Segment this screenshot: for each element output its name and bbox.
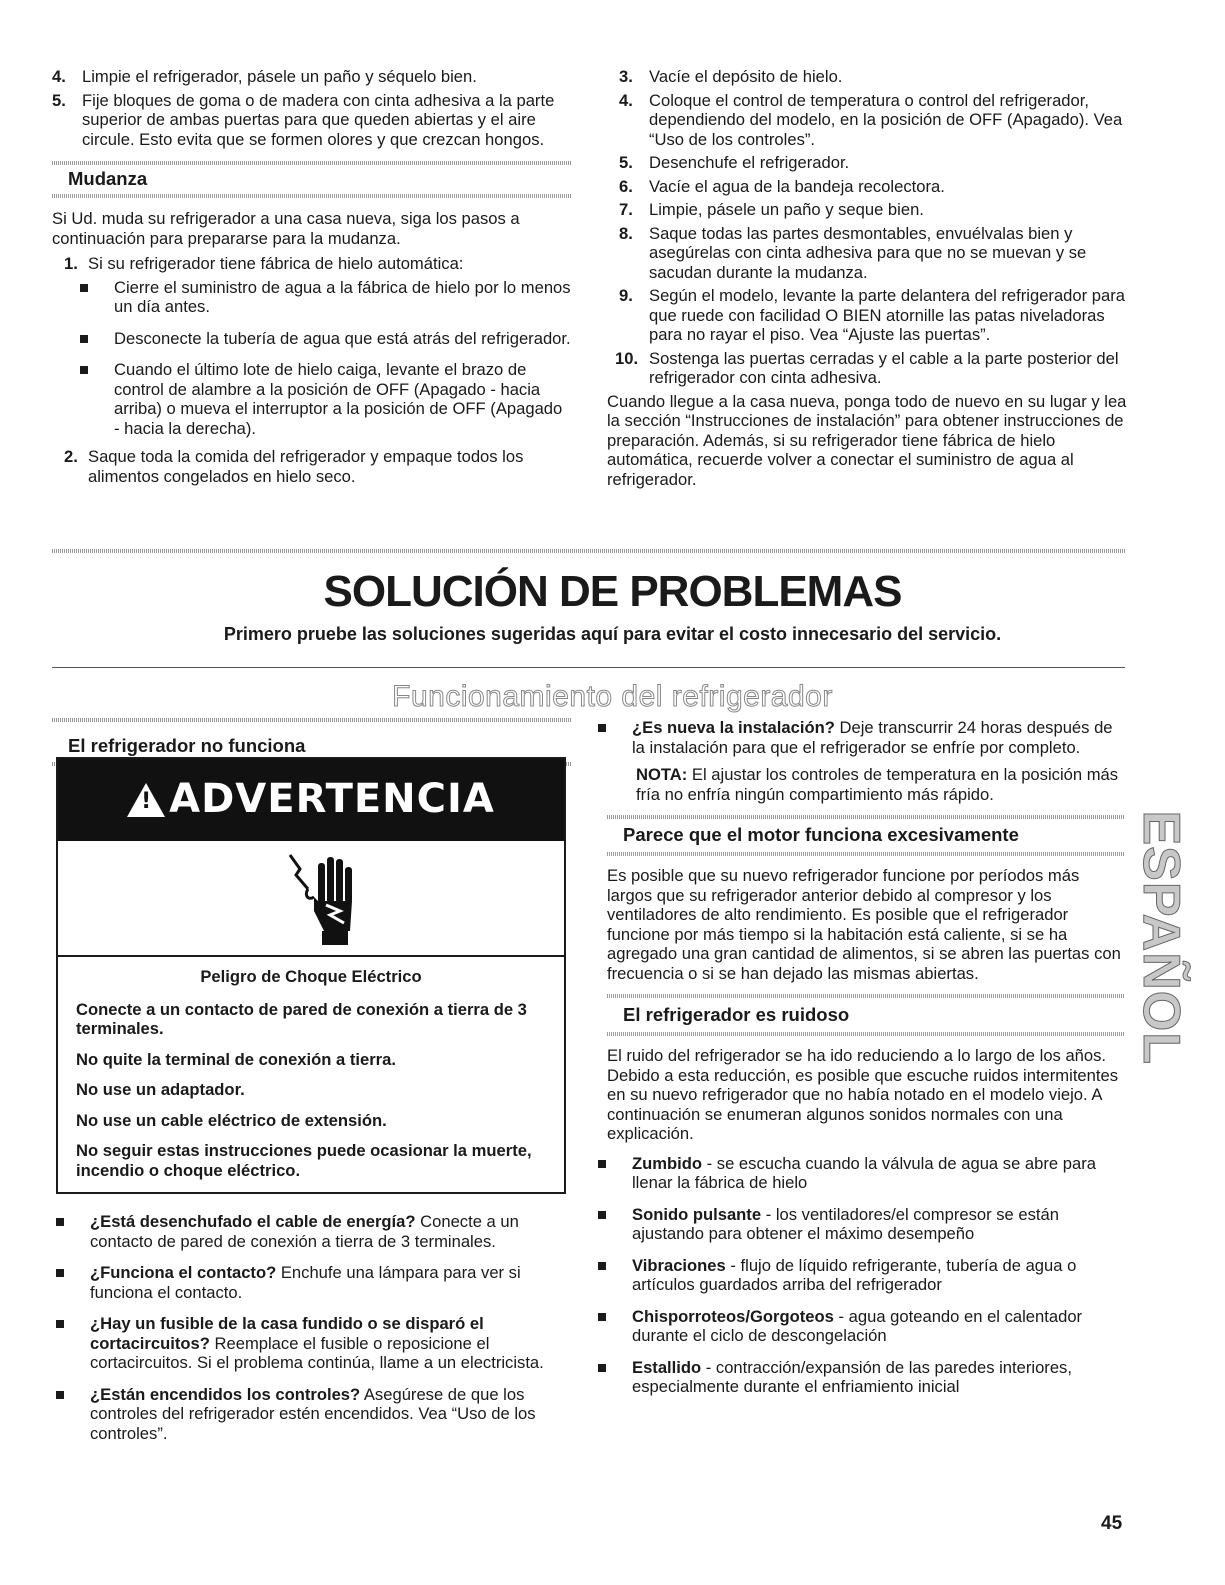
question-text: ¿Está desenchufado el cable de energía? [90,1212,416,1231]
bullet-icon [76,329,114,349]
list-item [619,67,1127,87]
list-item [52,67,572,87]
list-text: Vacíe el depósito de hielo. [649,67,843,86]
question-text: ¿Están encendidos los controles? [90,1384,361,1404]
list-item [594,1154,1124,1193]
warning-header [58,759,564,841]
list-text: Si su refrigerador tiene fábrica de hielo automática: [88,254,464,273]
list-item [76,278,572,317]
note-paragraph [594,765,1124,804]
list-number: 1. [64,254,78,273]
list-item [64,447,572,486]
motor-paragraph: Es posible que su nuevo refrigerador funcione por períodos más largos que su refrigerador anterior debido al compresor y los ventiladores de alto rendimiento. Es posible que el refrigerador funcione por más tiempo si la habitación está caliente, si se ha agregado una gran cantidad de alimentos, si se abren las puertas con frecuencia o si se han dejado las mismas abiertas. [607,866,1121,983]
warning-line: No quite la terminal de conexión a tierra. [76,1049,396,1069]
list-text: Fije bloques de goma o de madera con cinta adhesiva a la parte superior de ambas puertas para que queden abiertas y el aire circule. Esto evita que se formen olores y que crezcan hongos. [82,90,555,149]
list-item [594,1256,1124,1295]
warning-triangle-icon: ! [127,783,165,817]
bullet-icon [594,1256,632,1295]
page-number: 45 [1101,1513,1123,1534]
ruidoso-paragraph: El ruido del refrigerador se ha ido reduciendo a lo largo de los años. Debido a esta reducción, es posible que escuche ruidos intermitentes en su nuevo refrigerador que no había notado en el modelo viejo. A continuación se enumeran algunos sonidos normales con una explicación. [607,1046,1119,1143]
list-item [619,153,1127,173]
sound-description: - contracción/expansión de las paredes interiores, especialmente durante el enfriamiento inicial [632,1357,1072,1396]
motor-heading: Parece que el motor funciona excesivamente [623,824,1019,845]
warning-line: No use un cable eléctrico de extensión. [76,1110,387,1130]
warning-title: ADVERTENCIA [169,776,495,823]
mudanza-heading: Mudanza [68,168,148,189]
list-item [52,91,572,150]
answer-text: Asegúrese de que los controles del refrigerador estén encendidos. Vea “Uso de los controles”. [90,1384,536,1443]
sound-description: - se escucha cuando la válvula de agua se abre para llenar la fábrica de hielo [632,1153,1096,1192]
page-divider [52,549,1125,553]
section-rule [607,852,1124,856]
answer-text: Reemplace el fusible o reposicione el cortacircuitos. Si el problema continúa, llame a un electricista. [90,1333,544,1372]
page-subtitle: Primero pruebe las soluciones sugeridas aquí para evitar el costo innecesario del servicio. [223,624,1002,644]
note-label: NOTA: [636,765,688,784]
list-item [52,1212,572,1251]
warning-box [56,757,566,1194]
list-item [594,1307,1124,1346]
warning-line: No seguir estas instrucciones puede ocasionar la muerte, incendio o choque eléctrico. [76,1141,532,1180]
list-item [76,329,572,349]
list-text: Saque todas las partes desmontables, envuélvalas bien y asegúrelas con cinta adhesiva para que no se muevan y se sacudan durante la mudanza. [649,223,1087,282]
list-number: 3. [619,67,633,86]
warning-icon-area [58,841,564,957]
list-number: 4. [52,67,66,86]
right-top-column [607,67,1127,489]
bullet-icon [594,1358,632,1397]
section-title: Funcionamiento del refrigerador [392,680,833,713]
bullet-icon [52,1314,90,1373]
question-text: ¿Hay un fusible de la casa fundido o se disparó el cortacircuitos? [90,1314,484,1353]
list-number: 6. [619,176,633,196]
list-item [594,1358,1124,1397]
list-text: Limpie, pásele un paño y seque bien. [649,200,924,219]
list-item [619,177,1127,197]
list-text: Saque toda la comida del refrigerador y empaque todos los alimentos congelados en hielo seco. [88,447,524,486]
title-rule [52,667,1125,668]
sound-name: Zumbido [632,1153,703,1173]
question-text: ¿Funciona el contacto? [90,1263,277,1282]
no-funciona-heading: El refrigerador no funciona [68,735,306,756]
no-funciona-bullets [52,1212,572,1455]
list-text: Desenchufe el refrigerador. [649,153,850,172]
question-text: ¿Es nueva la instalación? [632,718,835,737]
list-text: Limpie el refrigerador, pásele un paño y séquelo bien. [82,67,477,86]
bullet-icon [594,718,632,757]
left-top-column [52,67,572,490]
answer-text: Enchufe una lámpara para ver si funciona el contacto. [90,1263,521,1302]
bullet-icon [594,1154,632,1193]
sound-description: - flujo de líquido refrigerante, tubería de agua o artículos guardados arriba del refrigerador [632,1255,1077,1294]
list-item [76,360,572,438]
warning-subtitle: Peligro de Choque Eléctrico [200,967,422,986]
list-number: 2. [64,447,78,466]
list-item [64,254,572,274]
warning-line: Conecte a un contacto de pared de conexión a tierra de 3 terminales. [76,999,527,1038]
list-text: Desconecte la tubería de agua que está atrás del refrigerador. [114,328,571,348]
list-item [619,200,1127,220]
electric-shock-hand-icon [284,845,364,955]
list-item [52,1385,572,1444]
language-label: ESPAÑOL [1131,810,1190,1066]
list-number: 9. [619,286,633,305]
ruidoso-heading: El refrigerador es ruidoso [623,1004,850,1025]
language-side-tab [1131,810,1190,1066]
page-title: SOLUCIÓN DE PROBLEMAS [323,567,902,616]
sound-description: - agua goteando en el calentador durante el ciclo de descongelación [632,1306,1083,1345]
bullet-icon [594,1307,632,1346]
list-item [594,718,1124,757]
bullet-icon [594,1205,632,1244]
list-item [52,1314,572,1373]
list-text: Cierre el suministro de agua a la fábrica de hielo por lo menos un día antes. [114,277,571,316]
list-text: Cuando el último lote de hielo caiga, levante el brazo de control de alambre a la posición de OFF (Apagado - hacia arriba) o mueva el interruptor a la posición de OFF (Apagado - hacia la derecha). [114,360,563,438]
list-item [619,224,1127,283]
list-text: Sostenga las puertas cerradas y el cable a la parte posterior del refrigerador con cinta adhesiva. [649,348,1119,387]
sound-name: Chisporroteos/Gorgoteos [632,1306,834,1326]
list-number: 10. [615,348,639,368]
list-number: 5. [619,153,633,172]
section-rule [607,1032,1124,1036]
bullet-icon [52,1263,90,1302]
sound-name: Sonido pulsante [632,1204,762,1224]
sound-name: Estallido [632,1357,702,1377]
list-item [619,286,1127,345]
list-text: Vacíe el agua de la bandeja recolectora. [649,176,945,196]
list-text: Según el modelo, levante la parte delantera del refrigerador para que ruede con facilidad O BIEN atornille las patas niveladoras para no rayar el piso. Vea “Ajuste las puertas”. [649,286,1125,344]
note-text: El ajustar los controles de temperatura en la posición más fría no enfría ningún compartimiento más rápido. [636,765,1119,804]
bullet-icon [76,278,114,317]
list-text: Coloque el control de temperatura o control del refrigerador, dependiendo del modelo, en la posición de OFF (Apagado). Vea “Uso de los controles”. [649,90,1123,149]
answer-text: Conecte a un contacto de pared de conexión a tierra de 3 terminales. [90,1212,519,1251]
sound-name: Vibraciones [632,1255,726,1275]
section-rule [52,194,572,198]
list-number: 8. [619,223,633,243]
warning-text [58,957,564,1180]
list-item [615,349,1127,388]
mudanza-intro: Si Ud. muda su refrigerador a una casa nueva, siga los pasos a continuación para prepararse para la mudanza. [52,209,520,248]
list-number: 7. [619,200,633,219]
bullet-icon [52,1212,90,1251]
moving-closing-paragraph: Cuando llegue a la casa nueva, ponga todo de nuevo en su lugar y lea la sección “Instrucciones de instalación” para obtener instrucciones de preparación. Además, si su refrigerador tiene fábrica de hielo automática, recuerde volver a conectar el suministro de agua al refrigerador. [607,391,1127,489]
list-item [619,91,1127,150]
bullet-icon [52,1385,90,1444]
answer-text: Deje transcurrir 24 horas después de la instalación para que el refrigerador se enfríe por completo. [632,718,1113,757]
list-number: 4. [619,90,633,110]
list-item [52,1263,572,1302]
sound-description: - los ventiladores/el compresor se están ajustando para obtener el máximo desempeño [632,1204,1059,1243]
warning-line: No use un adaptador. [76,1080,245,1099]
list-number: 5. [52,90,66,110]
list-item [594,1205,1124,1244]
right-bottom-column [594,718,1124,1409]
bullet-icon [76,360,114,438]
